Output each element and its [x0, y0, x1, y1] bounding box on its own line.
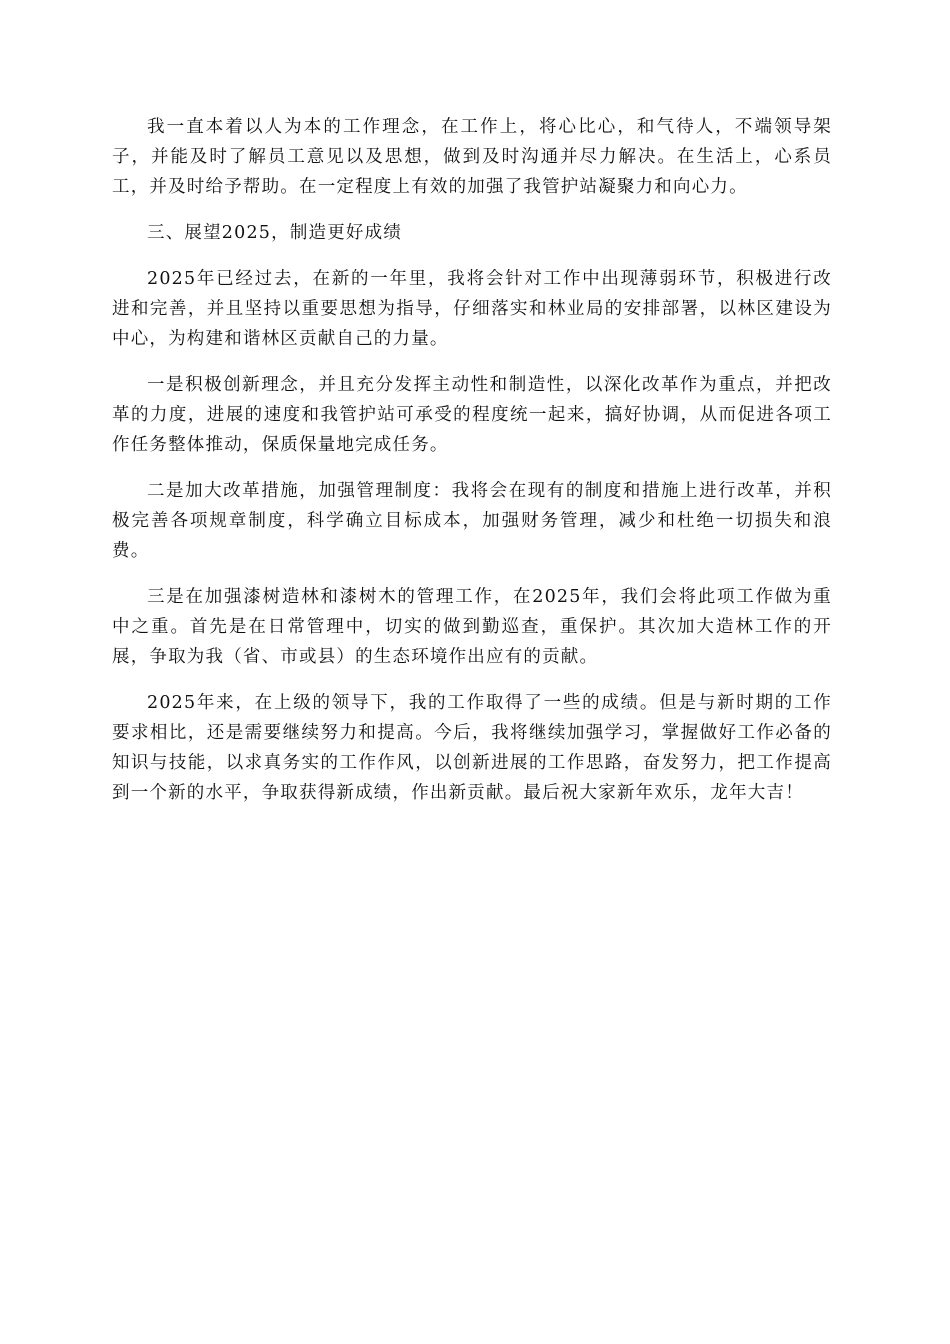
paragraph-point-three: 三是在加强漆树造林和漆树木的管理工作，在2025年，我们会将此项工作做为重中之重。首先是在日常管理中，切实的做到勤巡查，重保护。其次加大造林工作的开展，争取为我（省、市或县）的生态环境作出应有的贡献。 [112, 587, 832, 667]
paragraph-conclusion: 2025年来，在上级的领导下，我的工作取得了一些的成绩。但是与新时期的工作要求相比，还是需要继续努力和提高。今后，我将继续加强学习，掌握做好工作必备的知识与技能，以求真务实的工作作风，以创新进展的工作思路，奋发努力，把工作提高到一个新的水平，争取获得新成绩，作出新贡献。最后祝大家新年欢乐，龙年大吉！ [112, 693, 832, 803]
paragraph-new-year-plan: 2025年已经过去，在新的一年里，我将会针对工作中出现薄弱环节，积极进行改进和完善，并且坚持以重要思想为指导，仔细落实和林业局的安排部署，以林区建设为中心，为构建和谐林区贡献自己的力量。 [112, 269, 832, 349]
paragraph-work-philosophy: 我一直本着以人为本的工作理念，在工作上，将心比心，和气待人，不端领导架子，并能及时了解员工意见以及思想，做到及时沟通并尽力解决。在生活上，心系员工，并及时给予帮助。在一定程度上有效的加强了我管护站凝聚力和向心力。 [112, 117, 832, 197]
document-body [112, 112, 832, 824]
section-heading-outlook: 三、展望2025，制造更好成绩 [147, 223, 403, 243]
paragraph-point-two: 二是加大改革措施，加强管理制度：我将会在现有的制度和措施上进行改革，并积极完善各项规章制度，科学确立目标成本，加强财务管理，减少和杜绝一切损失和浪费。 [112, 481, 832, 561]
paragraph-point-one: 一是积极创新理念，并且充分发挥主动性和制造性，以深化改革作为重点，并把改革的力度，进展的速度和我管护站可承受的程度统一起来，搞好协调，从而促进各项工作任务整体推动，保质保量地完成任务。 [112, 375, 832, 455]
